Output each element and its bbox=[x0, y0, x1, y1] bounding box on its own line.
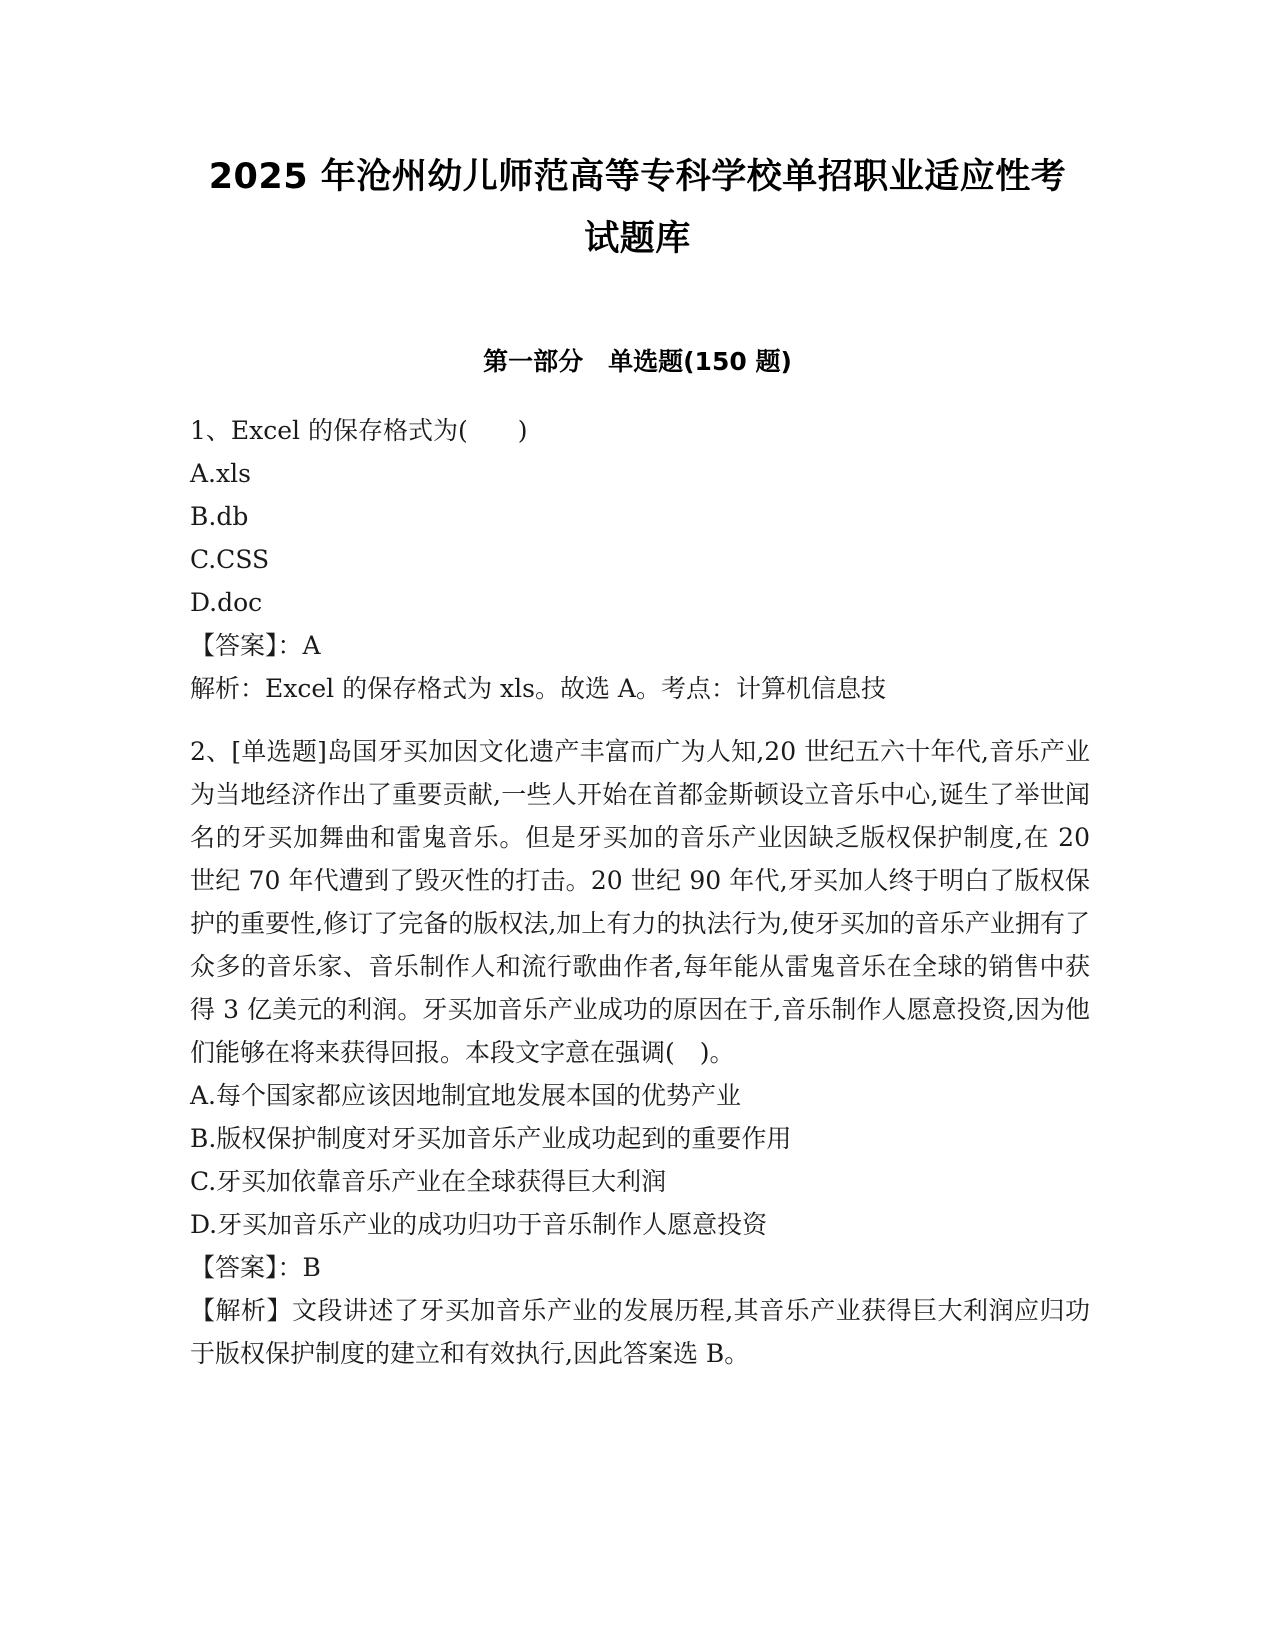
option-a: A.xls bbox=[190, 459, 251, 488]
analysis: 解析：Excel 的保存格式为 xls。故选 A。考点：计算机信息技 bbox=[190, 674, 886, 703]
question-list bbox=[190, 409, 1090, 1375]
option-b: B.版权保护制度对牙买加音乐产业成功起到的重要作用 bbox=[190, 1124, 792, 1153]
question-1 bbox=[190, 409, 1090, 710]
question-stem: 2、[单选题]岛国牙买加因文化遗产丰富而广为人知,20 世纪五六十年代,音乐产业为当地经济作出了重要贡献,一些人开始在首都金斯顿设立音乐中心,诞生了举世闻名的牙买加舞曲和雷鬼音乐。但是牙买加的音乐产业因缺乏版权保护制度,在 20 世纪 70 年代遭到了毁灭性的打击。20 世纪 90 年代,牙买加人终于明白了版权保护的重要性,修订了完备的版权法,加上有力的执法行为,使牙买加的音乐产业拥有了众多的音乐家、音乐制作人和流行歌曲作者,每年能从雷鬼音乐在全球的销售中获得 3 亿美元的利润。牙买加音乐产业成功的原因在于,音乐制作人愿意投资,因为他们能够在将来获得回报。本段文字意在强调( )。 bbox=[190, 737, 1090, 1067]
document-title bbox=[160, 146, 1115, 270]
title-line-1: 2025 年沧州幼儿师范高等专科学校单招职业适应性考 bbox=[208, 157, 1067, 197]
answer: 【答案】：B bbox=[190, 1253, 321, 1282]
option-d: D.doc bbox=[190, 588, 263, 617]
option-a: A.每个国家都应该因地制宜地发展本国的优势产业 bbox=[190, 1081, 742, 1110]
section-heading: 第一部分 单选题(150 题) bbox=[483, 347, 792, 376]
option-b: B.db bbox=[190, 502, 249, 531]
option-d: D.牙买加音乐产业的成功归功于音乐制作人愿意投资 bbox=[190, 1210, 768, 1239]
answer: 【答案】：A bbox=[190, 631, 321, 660]
option-c: C.CSS bbox=[190, 545, 270, 574]
question-stem: 1、Excel 的保存格式为( ) bbox=[190, 416, 528, 445]
title-line-2: 试题库 bbox=[584, 219, 691, 259]
option-c: C.牙买加依靠音乐产业在全球获得巨大利润 bbox=[190, 1167, 667, 1196]
question-2 bbox=[190, 730, 1090, 1375]
analysis: 【解析】文段讲述了牙买加音乐产业的发展历程,其音乐产业获得巨大利润应归功于版权保护制度的建立和有效执行,因此答案选 B。 bbox=[190, 1296, 1090, 1368]
